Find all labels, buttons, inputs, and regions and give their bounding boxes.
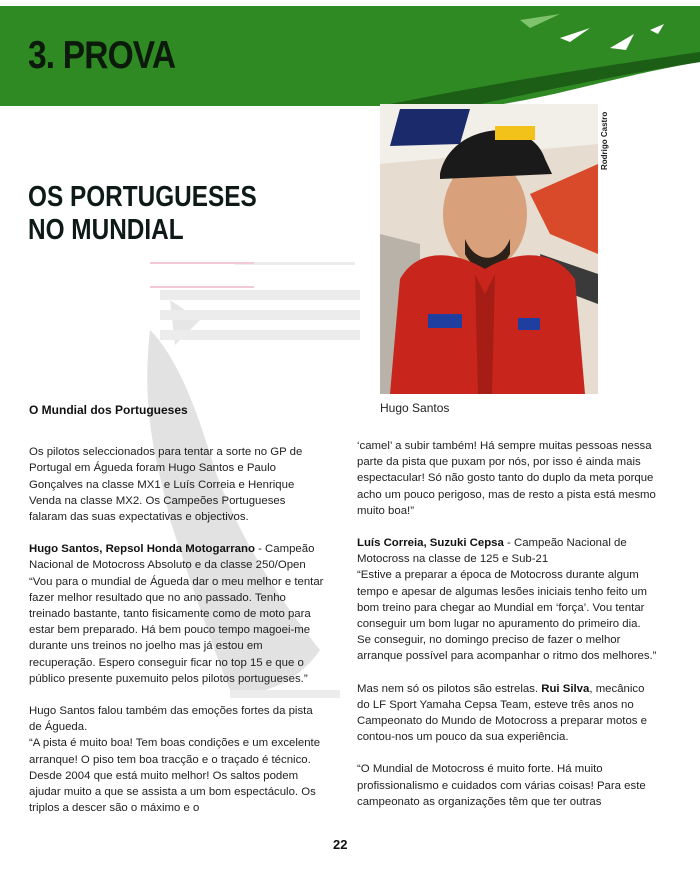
rui-quote: “O Mundial de Motocross é muito forte. Há muito profissionalismo e cuidados com várias coisas! Para este campeonato as organizações têm que ter outras [357,763,646,808]
article-headline [28,181,257,247]
rui-intro: Mas nem só os pilotos são estrelas. [357,682,542,695]
luis-title: - Campeão Nacional de Motocross na classe de 125 e Sub-21 [357,537,627,566]
article-column-left [29,402,325,832]
hugo-paragraph [29,541,325,687]
hugo-quote: “Vou para o mundial de Águeda dar o meu melhor e tentar fazer melhor resultado que no ano passado. Tenho treinado bastante, tanto fisicamente como de moto para estar bem preparado. Há bem pouco tempo magoei-me durante uns treinos no joelho mas já estou em recuperação. Espero conseguir ficar no top 15 e que o público presente puxemuito pelos pilotos portugueses.” [29,575,324,685]
headline-line-2: NO MUNDIAL [28,214,184,246]
article-heading: O Mundial dos Portugueses [29,403,188,417]
photo-caption: Hugo Santos [380,401,450,415]
rui-name: Rui Silva [541,682,590,695]
luis-paragraph [357,535,657,665]
hugo-emotions: Hugo Santos falou também das emoções fortes da pista de Águeda. [29,705,313,734]
rider-portrait-illustration [380,104,598,394]
section-title: 3. PROVA [28,34,176,77]
hugo-title: - Campeão Nacional de Motocross Absoluto e da classe 250/Open [29,543,315,572]
rui-description: , mecânico do LF Sport Yamaha Cepsa Team, esteve três anos no Campeonato do Mundo de Motocross a preparar motos e contou-nos um pouco da sua experiência. [357,682,647,744]
page-number: 22 [333,837,348,852]
hugo-quote-continued: ‘camel’ a subir também! Há sempre muitas pessoas nessa parte da pista que puxam por nós, por isso é ainda mais espectacular! Só não gosto tanto do duplo da meta porque acho um pouco perigoso, mas de resto a pista está mesmo muito boa!” [357,440,656,517]
hugo-name: Hugo Santos, Repsol Honda Motogarrano [29,543,255,556]
luis-name: Luís Correia, Suzuki Cepsa [357,537,504,550]
luis-quote: “Estive a preparar a época de Motocross durante algum tempo e apesar de algumas lesões iniciais tenho feito um bom treino para chegar ao Mundial em ‘força’. Vou tentar conseguir um bom lugar no apuramento do primeiro dia. Se conseguir, no domingo preciso de fazer o melhor arranque possível para acompanhar o ritmo dos melhores.” [357,569,657,663]
hugo-emotions-paragraph [29,703,325,816]
headline-line-1: OS PORTUGUESES [28,181,257,213]
rui-paragraph [357,681,657,746]
hugo-quote-2: “A pista é muito boa! Tem boas condições e um excelente arranque! O piso tem boa tracção e o traçado é técnico. Desde 2004 que está muito melhor! Os saltos podem ajudar muito a que se assista a um bom espectáculo. Os triplos a descer são o máximo e o [29,737,321,815]
photo-credit: Rodrigo Castro [600,111,609,170]
article-column-right [357,438,657,826]
intro-paragraph: Os pilotos seleccionados para tentar a sorte no GP de Portugal em Águeda foram Hugo Santos e Paulo Gonçalves na classe MX1 e Luís Correia e Henrique Venda na classe MX2. Os Campeões Portugueses falaram das suas expectativas e objectivos. [29,446,303,524]
rider-photo [380,104,598,394]
